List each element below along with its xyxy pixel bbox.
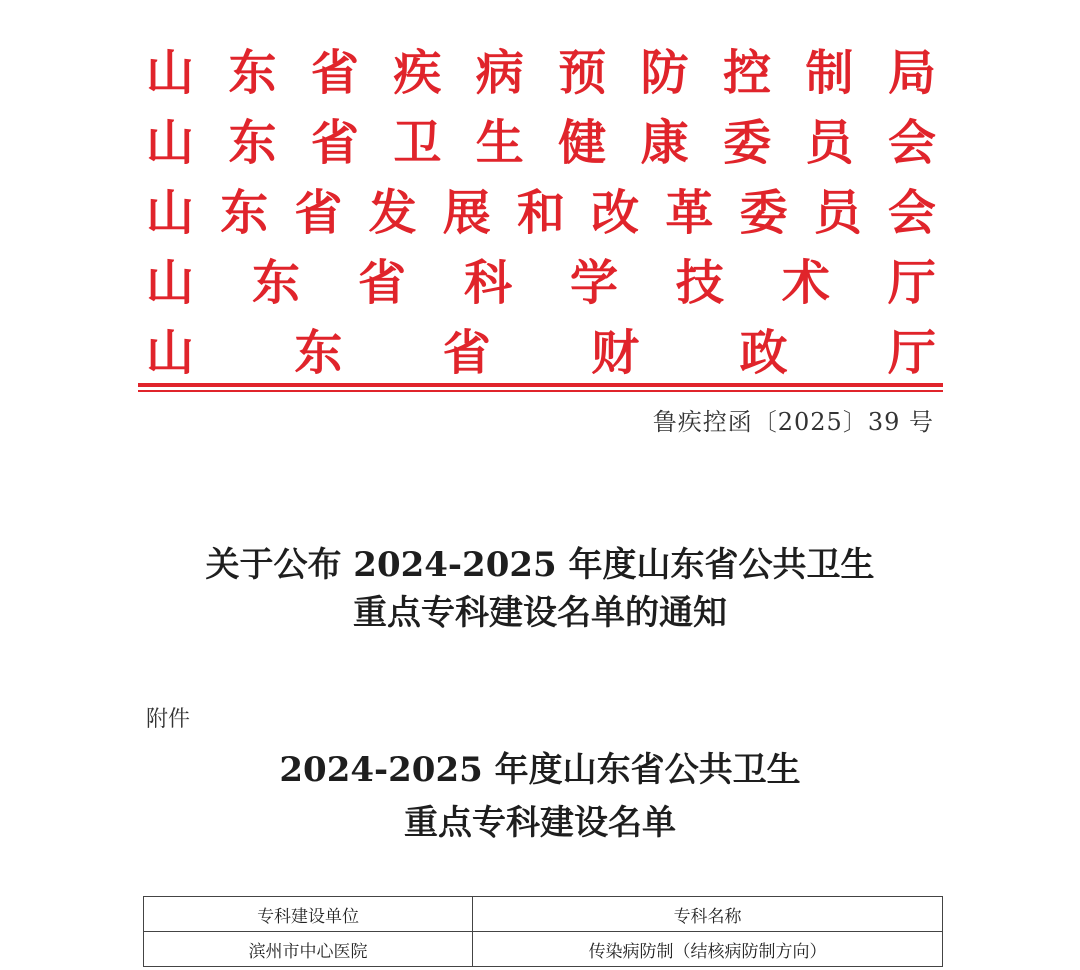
- agency-name-char: 厅: [887, 325, 936, 381]
- notice-title-line-2: 重点专科建设名单的通知: [353, 593, 727, 633]
- agency-name-char: 防: [640, 45, 689, 101]
- agency-name-char: 委: [739, 185, 788, 241]
- table-cell-specialty: 传染病防制（结核病防制方向）: [473, 932, 943, 967]
- agency-name-char: 山: [146, 115, 195, 171]
- annex-label: 附件: [146, 707, 191, 732]
- agency-name-char: 山: [146, 325, 195, 381]
- list-title-line-1: 2024-2025 年度山东省公共卫生: [279, 750, 801, 790]
- agency-line: [146, 248, 936, 318]
- agency-name-char: 控: [723, 45, 772, 101]
- notice-title-line-1: 关于公布 2024-2025 年度山东省公共卫生: [205, 545, 875, 585]
- specialty-table: [143, 896, 943, 967]
- agency-name-char: 省: [310, 115, 359, 171]
- masthead: [146, 38, 936, 388]
- agency-line: [146, 108, 936, 178]
- agency-name-char: 康: [640, 115, 689, 171]
- agency-name-char: 和: [516, 185, 565, 241]
- agency-name-char: 省: [442, 325, 491, 381]
- agency-name-char: 山: [146, 185, 195, 241]
- agency-line: [146, 318, 936, 388]
- agency-name-char: 员: [813, 185, 862, 241]
- agency-name-char: 省: [294, 185, 343, 241]
- agency-name-char: 科: [463, 255, 512, 311]
- agency-name-char: 革: [665, 185, 714, 241]
- column-header-specialty: 专科名称: [473, 897, 943, 932]
- document-number: 鲁疾控函〔2025〕39 号: [652, 408, 934, 436]
- agency-name-char: 员: [805, 115, 854, 171]
- agency-name-char: 改: [591, 185, 640, 241]
- agency-name-char: 术: [781, 255, 830, 311]
- agency-name-char: 东: [228, 115, 277, 171]
- agency-name-char: 展: [442, 185, 491, 241]
- agency-name-char: 制: [805, 45, 854, 101]
- agency-name-char: 省: [357, 255, 406, 311]
- table-header-row: [144, 897, 943, 932]
- agency-name-char: 病: [475, 45, 524, 101]
- list-title-line-2: 重点专科建设名单: [404, 803, 676, 843]
- agency-name-char: 技: [675, 255, 724, 311]
- table-row: [144, 932, 943, 967]
- column-header-unit: 专科建设单位: [144, 897, 473, 932]
- agency-name-char: 东: [228, 45, 277, 101]
- agency-name-char: 政: [739, 325, 788, 381]
- agency-name-char: 东: [220, 185, 269, 241]
- agency-name-char: 东: [294, 325, 343, 381]
- agency-name-char: 财: [591, 325, 640, 381]
- agency-name-char: 山: [146, 45, 195, 101]
- agency-name-char: 厅: [887, 255, 936, 311]
- agency-name-char: 发: [368, 185, 417, 241]
- agency-name-char: 健: [558, 115, 607, 171]
- masthead-rule-thick: [138, 383, 943, 387]
- agency-name-char: 山: [146, 255, 195, 311]
- agency-name-char: 会: [887, 115, 936, 171]
- agency-line: [146, 38, 936, 108]
- agency-name-char: 局: [887, 45, 936, 101]
- table-cell-unit: 滨州市中心医院: [144, 932, 473, 967]
- masthead-rule-thin: [138, 390, 943, 392]
- agency-name-char: 疾: [393, 45, 442, 101]
- agency-name-char: 学: [569, 255, 618, 311]
- agency-name-char: 省: [310, 45, 359, 101]
- agency-name-char: 卫: [393, 115, 442, 171]
- agency-name-char: 预: [558, 45, 607, 101]
- agency-name-char: 委: [723, 115, 772, 171]
- agency-line: [146, 178, 936, 248]
- agency-name-char: 会: [887, 185, 936, 241]
- agency-name-char: 生: [475, 115, 524, 171]
- agency-name-char: 东: [251, 255, 300, 311]
